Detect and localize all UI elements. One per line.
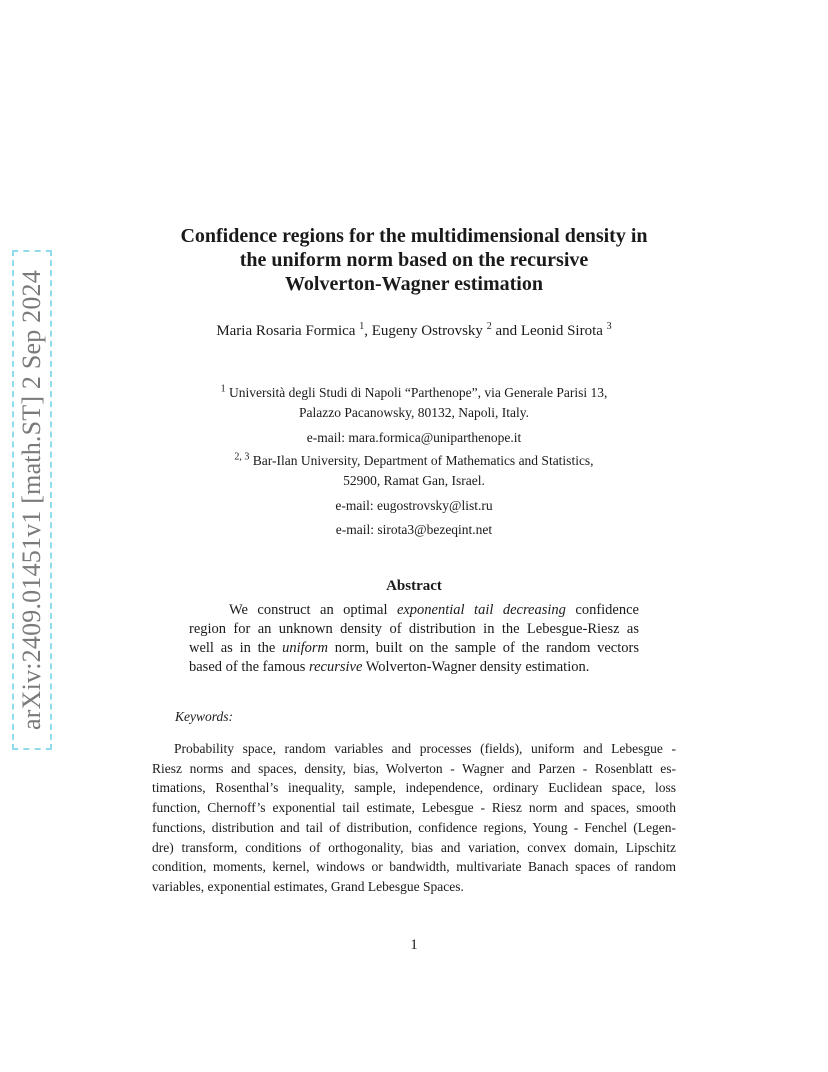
page-number: 1 [410,937,418,953]
affiliation-text: Università degli Studi di Napoli “Parthenope”, via Generale Parisi 13, [225,385,608,400]
affiliation-line [130,383,698,403]
affiliation-marker: 2, 3 [234,451,250,463]
title-line: the uniform norm based on the recursive [239,249,589,271]
abstract-text [189,601,639,677]
abstract-emphasis: recursive [309,659,363,675]
author-affil-marker: 2 [486,321,492,332]
affiliation-marker: 1 [220,383,226,395]
title-line: Wolverton-Wagner estimation [285,273,543,295]
keywords-line: timations, Rosenthal’s inequality, sample, independence, ordinary Euclidean space, loss [152,780,676,796]
abstract-fragment: confidence [565,602,639,618]
affiliation-text: Bar-Ilan University, Department of Mathematics and Statistics, [249,453,594,468]
author-affil-marker: 3 [606,321,612,332]
arxiv-identifier: arXiv:2409.01451v1 [math.ST] 2 Sep 2024 [17,270,46,730]
keywords-line: Probability space, random variables and processes (fields), uniform and Lebesgue - [174,741,676,756]
keywords-line: dre) transform, conditions of orthogonality, bias and variation, convex domain, Lipschitz [152,839,676,855]
keywords-line: function, Chernoff’s exponential tail estimate, Lebesgue - Riesz norm and spaces, smooth [152,800,676,816]
keywords-line: condition, moments, kernel, windows or bandwidth, multivariate Banach spaces of random [152,859,676,875]
arxiv-stamp [12,250,52,750]
author-name: , Eugeny Ostrovsky [364,323,487,339]
abstract-fragment: well as in the [189,640,283,656]
keywords-line: variables, exponential estimates, Grand Lebesgue Spaces. [152,878,464,894]
abstract-emphasis: exponential tail decreasing [396,602,566,618]
paper-title [130,224,698,296]
abstract-heading: Abstract [386,578,442,594]
affiliation-line [130,451,698,471]
abstract-line: region for an unknown density of distribution in the Lebesgue-Riesz as [189,621,639,637]
keywords-text [152,739,676,897]
abstract-emphasis: uniform [282,640,329,656]
author-list [130,323,698,340]
affiliation-line: 52900, Ramat Gan, Israel. [343,473,485,488]
keywords-label: Keywords: [175,709,233,724]
affiliation-2 [130,451,698,540]
email: e-mail: eugostrovsky@list.ru [335,498,493,513]
abstract-line [189,658,639,677]
email: e-mail: sirota3@bezeqint.net [335,522,493,537]
keywords-line: functions, distribution and tail of distribution, confidence regions, Young - Fenchel (Legen- [152,819,676,835]
affiliation-1 [130,383,698,448]
title-line: Confidence regions for the multidimensional density in [180,225,648,247]
author-affil-marker: 1 [359,321,365,332]
keywords-line: Riesz norms and spaces, density, bias, Wolverton - Wagner and Parzen - Rosenblatt es- [152,760,676,776]
abstract-fragment: norm, built on the sample of the random vectors [328,640,639,656]
abstract-fragment: based of the famous [189,659,309,675]
author-name: and Leonid Sirota [491,323,607,339]
email: e-mail: mara.formica@uniparthenope.it [306,430,522,445]
abstract-line [189,601,639,620]
abstract-fragment: Wolverton-Wagner density estimation. [362,659,590,675]
abstract-line [189,639,639,658]
author-name: Maria Rosaria Formica [216,323,360,339]
abstract-fragment: We construct an optimal [229,602,397,618]
affiliation-line: Palazzo Pacanowsky, 80132, Napoli, Italy. [299,405,529,420]
